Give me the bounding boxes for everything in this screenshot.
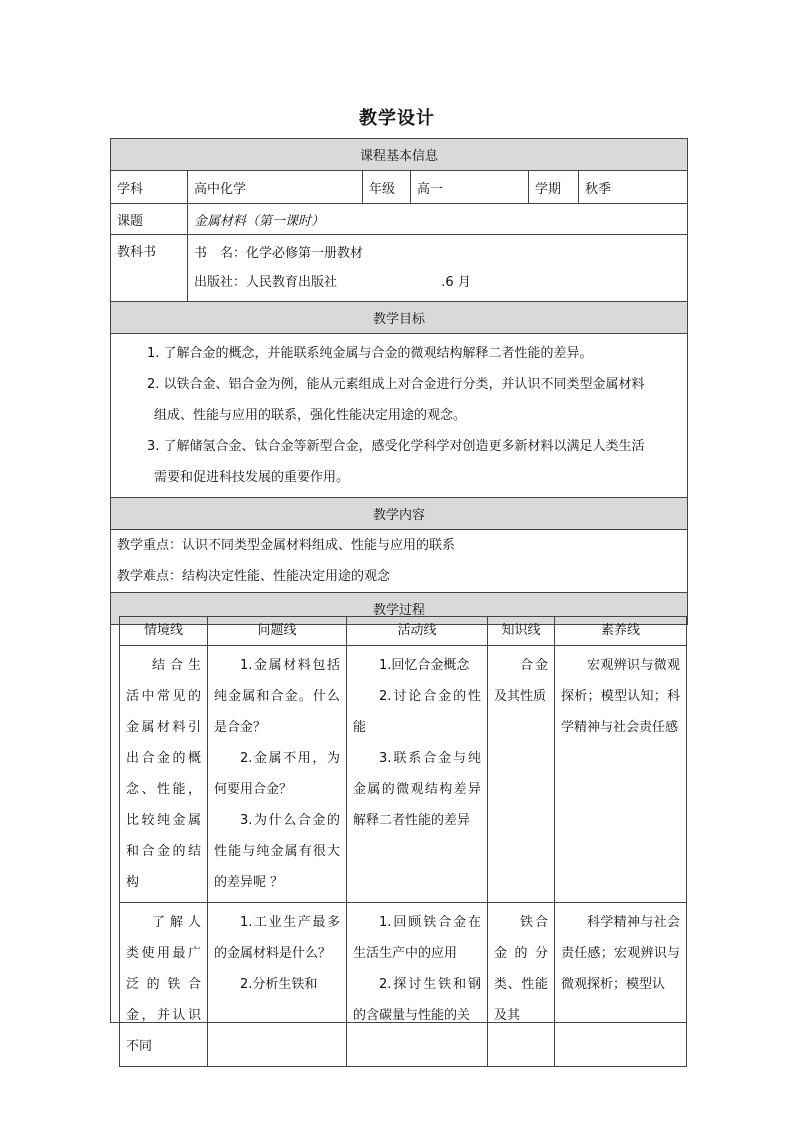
publisher-row: [194, 268, 681, 297]
process-table: [119, 616, 687, 1067]
col-activity: 活动线: [347, 617, 488, 646]
publish-date: .6 月: [441, 275, 471, 290]
goal-item: 1. 了解合金的概念，并能联系纯金属与合金的微观结构解释二者性能的差异。: [147, 346, 593, 361]
table-left-border: [110, 616, 111, 1023]
page-bottom-border: [110, 1022, 687, 1023]
section-goals: 教学目标: [111, 302, 688, 334]
subject-value: 高中化学: [188, 171, 363, 204]
col-situation: 情境线: [120, 617, 208, 646]
key-point: 教学重点：认识不同类型金属材料组成、性能与应用的联系: [117, 538, 456, 553]
textbook-label: 教科书: [111, 235, 188, 302]
knowledge-cell: 合金及其性质: [488, 646, 555, 903]
difficult-point: 教学难点：结构决定性能、性能决定用途的观念: [117, 569, 391, 584]
grade-label: 年级: [363, 171, 411, 204]
question-cell: 1.工业生产最多的金属材料是什么？ 2.分析生铁和: [208, 903, 347, 1067]
topic-label: 课题: [111, 204, 188, 235]
page-title: 教学设计: [359, 108, 435, 129]
knowledge-cell: 铁合金的分类、性能及其: [488, 903, 555, 1067]
grade-value: 高一: [411, 171, 529, 204]
course-info-table: [110, 138, 688, 625]
col-literacy: 素养线: [555, 617, 687, 646]
process-table-clip: [119, 616, 687, 1054]
literacy-cell: 科学精神与社会责任感；宏观辨识与微观探析；模型认: [555, 903, 687, 1067]
term-value: 秋季: [579, 171, 688, 204]
term-label: 学期: [529, 171, 579, 204]
goal-item: 3. 了解储氢合金、钛合金等新型合金，感受化学科学对创造更多新材料以满足人类生活: [147, 439, 645, 454]
book-name-line: 书 名：化学必修第一册教材: [194, 246, 364, 261]
section-content: 教学内容: [111, 498, 688, 530]
content-block: [111, 530, 688, 593]
goal-item: 2. 以铁合金、铝合金为例，能从元素组成上对合金进行分类，并认识不同类型金属材料: [147, 377, 645, 392]
col-question: 问题线: [208, 617, 347, 646]
goal-item-continued: 需要和促进科技发展的重要作用。: [154, 470, 350, 485]
activity-cell: 1.回顾铁合金在生活生产中的应用 2.探讨生铁和钢的含碳量与性能的关: [347, 903, 488, 1067]
literacy-cell: 宏观辨识与微观探析；模型认知；科学精神与社会责任感: [555, 646, 687, 903]
publisher-line: 出版社：人民教育出版社: [194, 275, 338, 290]
table-row: [120, 903, 687, 1067]
goal-item-continued: 组成、性能与应用的联系，强化性能决定用途的观念。: [154, 408, 467, 423]
topic-value: 金属材料（第一课时）: [188, 204, 688, 235]
goals-list: [111, 334, 688, 498]
section-basic-info: 课程基本信息: [111, 139, 688, 171]
col-knowledge: 知识线: [488, 617, 555, 646]
section-process: 教学过程: [111, 593, 688, 625]
textbook-info: [188, 235, 688, 302]
table-row: [120, 646, 687, 903]
activity-cell: 1.回忆合金概念 2.讨论合金的性能 3.联系合金与纯金属的微观结构差异解释二者性能的差异: [347, 646, 488, 903]
process-header-row: [120, 617, 687, 646]
situation-cell: 了解人类使用最广泛的铁合金，并认识不同: [120, 903, 208, 1067]
subject-label: 学科: [111, 171, 188, 204]
question-cell: 1.金属材料包括纯金属和合金。什么是合金？ 2.金属不用，为何要用合金？ 3.为什么合金的性能与纯金属有很大的差异呢 ？: [208, 646, 347, 903]
situation-cell: 结合生活中常见的金属材料引出合金的概念、性能，比较纯金属和合金的结构: [120, 646, 208, 903]
